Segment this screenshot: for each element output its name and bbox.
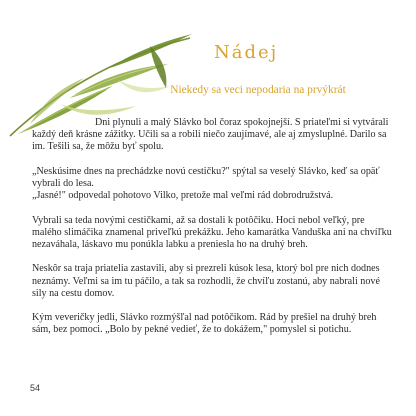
paragraph: Kým veveričky jedli, Slávko rozmýšľal nad potôčikom. Rád by prešiel na druhý breh sám, bez pomoci. „Bolo by pekné vedieť, že to dokážem," pomyslel si potichu. (32, 312, 377, 336)
paragraph: Neskôr sa traja priatelia zastavili, aby si prezreli kúsok lesa, ktorý bol pre nich dodnes neznámy. Veľmi sa im tu páčilo, a tak sa rozhodli, že chvíľu zostanú, aby nabrali nové sily na cestu domov. (32, 263, 380, 299)
page-number: 54 (30, 383, 41, 393)
chapter-subtitle: Niekedy sa veci nepodaria na prvýkrát (170, 84, 346, 96)
story-text (32, 117, 394, 349)
paragraph: „Neskúsime dnes na prechádzke novú cestičku?" spýtal sa veselý Slávko, keď sa opäť vybrali do lesa. (32, 165, 380, 189)
paragraph: „Jasné!" odpovedal pohotovo Vilko, pretože mal veľmi rád dobrodružstvá. (32, 190, 334, 202)
chapter-title: Nádej (214, 42, 279, 63)
paragraph: Vybrali sa teda novými cestičkami, až sa dostali k potôčiku. Hoci nebol veľký, pre malého slimáčika znamenal priveľkú prekážku. Jeho kamarátka Vanduška ani na chvíľku nezaváhala, láskavo mu ponúkla labku a preniesla ho na druhý breh. (32, 214, 392, 250)
paragraph: Dni plynuli a malý Slávko bol čoraz spokojnejší. S priateľmi si vytvárali každý deň krásne zážitky. Učili sa a robili niečo zaujímavé, ale aj zmysluplné. Darilo sa im. Tešili sa, že môžu byť spolu. (32, 117, 389, 153)
